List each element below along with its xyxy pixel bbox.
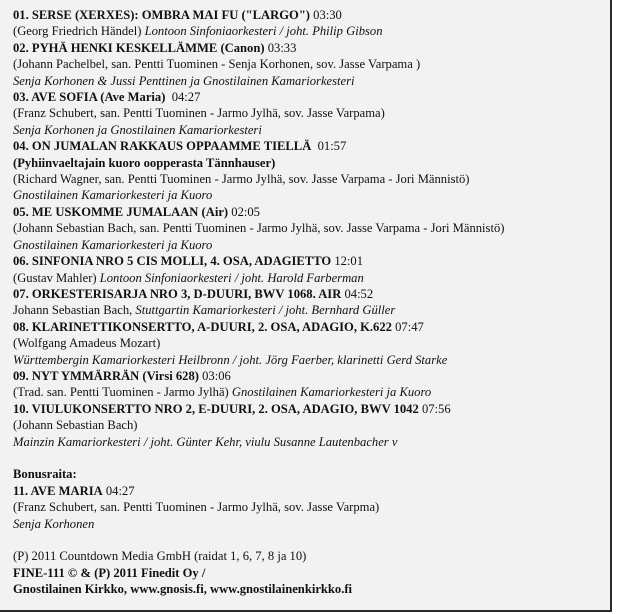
- track-title: 03. AVE SOFIA (Ave Maria): [13, 90, 166, 105]
- track-duration: 04:27: [105, 483, 135, 498]
- track-title: 08. KLARINETTIKONSERTTO, A-DUURI, 2. OSA, ADAGIO, K.622: [13, 319, 392, 334]
- track-subtitle: (Pyhiinvaeltajain kuoro oopperasta Tännhauser): [13, 155, 276, 170]
- performer-credit: Gnostilainen Kamariorkesteri ja Kuoro: [13, 188, 213, 203]
- track-duration: 03:33: [267, 40, 297, 55]
- performer-credit: Württembergin Kamariorkesteri Heilbronn / joht. Jörg Faerber, klarinetti Gerd Starke: [13, 352, 448, 367]
- track-duration: 04:52: [344, 286, 374, 301]
- track-title: 05. ME USKOMME JUMALAAN (Air): [13, 204, 229, 219]
- performer-credit: Senja Korhonen ja Gnostilainen Kamariorkesteri: [13, 122, 262, 137]
- track-07-heading: [13, 286, 610, 302]
- track-duration: 07:47: [395, 319, 424, 334]
- track-01-credits: [13, 23, 610, 39]
- publisher-line: FINE-111 © & (P) 2011 Finedit Oy /: [13, 565, 206, 580]
- track-09-credits: [13, 384, 610, 400]
- track-title: 06. SINFONIA NRO 5 CIS MOLLI, 4. OSA, ADAGIETTO: [13, 254, 332, 269]
- performer-credit: Senja Korhonen & Jussi Penttinen ja Gnostilainen Kamariorkesteri: [13, 73, 355, 88]
- track-04-heading: [13, 138, 610, 154]
- spacer: [13, 532, 610, 548]
- track-08-heading: [13, 319, 610, 335]
- track-duration: 03:30: [313, 8, 342, 22]
- track-09-heading: [13, 368, 610, 384]
- track-title: 07. ORKESTERISARJA NRO 3, D-DUURI, BWV 1068. AIR: [13, 286, 342, 301]
- composer-credit: (Gustav Mahler): [13, 270, 97, 285]
- performer-credit: Gnostilainen Kamariorkesteri ja Kuoro: [13, 237, 213, 252]
- track-title: 02. PYHÄ HENKI KESKELLÄMME (Canon): [13, 40, 265, 55]
- track-title: 10. VIULUKONSERTTO NRO 2, E-DUURI, 2. OSA, ADAGIO, BWV 1042: [13, 401, 419, 416]
- track-title: 01. SERSE (XERXES): OMBRA MAI FU ("LARGO"): [13, 8, 311, 22]
- track-duration: 12:01: [334, 254, 364, 269]
- composer-credit: (Johann Sebastian Bach, san. Pentti Tuominen - Jarmo Jylhä, sov. Jasse Varpama - Jori Männistö): [13, 221, 505, 236]
- composer-credit: (Wolfgang Amadeus Mozart): [13, 336, 161, 351]
- website-line: Gnostilainen Kirkko, www.gnosis.fi, www.gnostilainenkirkko.fi: [13, 582, 353, 597]
- performer-credit: Lontoon Sinfoniaorkesteri / joht. Harold Farberman: [99, 270, 364, 285]
- track-05-heading: [13, 204, 610, 220]
- composer-credit: (Johann Pachelbel, san. Pentti Tuominen - Senja Korhonen, sov. Jasse Varpama ): [13, 57, 421, 72]
- track-duration: 07:56: [421, 401, 451, 416]
- composer-credit: (Franz Schubert, san. Pentti Tuominen - Jarmo Jylhä, sov. Jasse Varpma): [13, 500, 380, 515]
- track-duration: 04:27: [171, 90, 201, 105]
- track-duration: 01:57: [317, 139, 347, 154]
- track-duration: 03:06: [202, 368, 231, 383]
- composer-credit: (Richard Wagner, san. Pentti Tuominen - Jarmo Jylhä, sov. Jasse Varpama - Jori Männistö): [13, 172, 470, 187]
- performer-credit: Senja Korhonen: [13, 516, 95, 531]
- composer-credit: (Trad. san. Pentti Tuominen - Jarmo Jylhä): [13, 385, 229, 400]
- track-06-credits: [13, 270, 610, 286]
- composer-credit: (Georg Friedrich Händel): [13, 24, 142, 39]
- performer-credit: Lontoon Sinfoniaorkesteri / joht. Philip Gibson: [144, 24, 383, 39]
- copyright-line: (P) 2011 Countdown Media GmbH (raidat 1, 6, 7, 8 ja 10): [13, 549, 307, 564]
- bonus-heading: Bonusraita:: [13, 467, 77, 482]
- composer-credit: (Franz Schubert, san. Pentti Tuominen - Jarmo Jylhä, sov. Jasse Varpama): [13, 106, 385, 121]
- performer-credit: Stuttgartin Kamariorkesteri / joht. Bernhard Güller: [135, 303, 396, 318]
- track-03-heading: [13, 89, 610, 105]
- track-10-heading: [13, 401, 610, 417]
- track-duration: 02:05: [231, 204, 260, 219]
- track-07-credits: [13, 302, 610, 318]
- performer-credit: Gnostilainen Kamariorkesteri ja Kuoro: [231, 385, 432, 400]
- performer-credit: Mainzin Kamariorkesteri / joht. Günter Kehr, viulu Susanne Lautenbacher v: [13, 434, 398, 449]
- composer-credit: Johann Sebastian Bach,: [13, 303, 133, 318]
- track-title: 09. NYT YMMÄRRÄN (Virsi 628): [13, 368, 199, 383]
- track-title: 11. AVE MARIA: [13, 483, 103, 498]
- spacer: [13, 450, 610, 466]
- track-06-heading: [13, 253, 610, 269]
- composer-credit: (Johann Sebastian Bach): [13, 418, 138, 433]
- track-02-heading: [13, 40, 610, 56]
- track-11-heading: [13, 483, 610, 499]
- track-title: 04. ON JUMALAN RAKKAUS OPPAAMME TIELLÄ: [13, 139, 312, 154]
- track-01-heading: [13, 7, 610, 23]
